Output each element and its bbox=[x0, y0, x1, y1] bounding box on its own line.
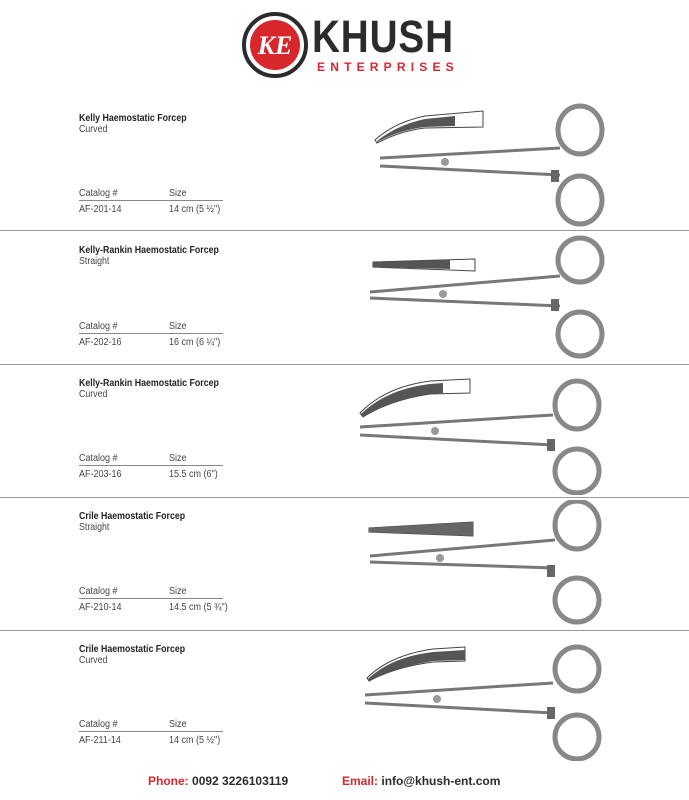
brand-name: KHUSH bbox=[312, 11, 454, 62]
forcep-curved-icon bbox=[355, 367, 615, 495]
email-label: Email: bbox=[342, 774, 379, 788]
catalog-number: AF-203-16 bbox=[79, 469, 122, 480]
catalog-number: AF-211-14 bbox=[79, 735, 121, 746]
product-name: Kelly Haemostatic Forcep bbox=[79, 113, 187, 124]
divider bbox=[79, 465, 223, 466]
size-value: 14.5 cm (5 ¾") bbox=[169, 602, 228, 613]
phone-label: Phone: bbox=[148, 774, 189, 788]
size-label: Size bbox=[169, 188, 187, 199]
forcep-curved-icon bbox=[355, 633, 615, 761]
product-entry bbox=[0, 364, 689, 498]
size-value: 14 cm (5 ½") bbox=[169, 735, 221, 746]
catalog-number: AF-201-14 bbox=[79, 204, 122, 215]
size-value: 15.5 cm (6") bbox=[169, 469, 218, 480]
divider bbox=[79, 200, 223, 201]
divider bbox=[79, 731, 223, 732]
size-label: Size bbox=[169, 453, 187, 464]
product-name: Kelly-Rankin Haemostatic Forcep bbox=[79, 245, 219, 256]
catalog-label: Catalog # bbox=[79, 188, 118, 199]
brand-logo-icon bbox=[242, 12, 308, 78]
footer-phone bbox=[148, 774, 288, 788]
email-link[interactable]: info@khush-ent.com bbox=[381, 774, 501, 788]
phone-number[interactable]: 0092 3226103119 bbox=[192, 774, 289, 788]
product-name: Kelly-Rankin Haemostatic Forcep bbox=[79, 378, 219, 389]
product-name: Crile Haemostatic Forcep bbox=[79, 644, 186, 655]
size-value: 16 cm (6 ¼") bbox=[169, 337, 221, 348]
product-variant: Straight bbox=[79, 522, 110, 533]
product-variant: Curved bbox=[79, 124, 108, 135]
product-name: Crile Haemostatic Forcep bbox=[79, 511, 186, 522]
product-variant: Straight bbox=[79, 256, 110, 267]
product-entry bbox=[0, 497, 689, 631]
divider bbox=[79, 598, 223, 599]
forcep-straight-icon bbox=[355, 234, 615, 362]
size-label: Size bbox=[169, 586, 187, 597]
product-variant: Curved bbox=[79, 655, 108, 666]
brand-tagline: ENTERPRISES bbox=[317, 60, 459, 74]
header bbox=[0, 0, 689, 92]
brand-monogram: KE bbox=[257, 31, 293, 60]
catalog-label: Catalog # bbox=[79, 453, 118, 464]
divider bbox=[79, 333, 223, 334]
product-entry bbox=[0, 630, 689, 763]
catalog-label: Catalog # bbox=[79, 321, 118, 332]
size-value: 14 cm (5 ½") bbox=[169, 204, 221, 215]
product-entry bbox=[0, 231, 689, 365]
product-entry bbox=[0, 97, 689, 231]
catalog-label: Catalog # bbox=[79, 586, 118, 597]
footer bbox=[0, 774, 689, 792]
size-label: Size bbox=[169, 719, 187, 730]
catalog-label: Catalog # bbox=[79, 719, 118, 730]
size-label: Size bbox=[169, 321, 187, 332]
forcep-straight-icon bbox=[355, 500, 615, 628]
catalog-number: AF-202-16 bbox=[79, 337, 122, 348]
catalog-number: AF-210-14 bbox=[79, 602, 122, 613]
forcep-curved-icon bbox=[355, 100, 615, 228]
product-variant: Curved bbox=[79, 389, 108, 400]
footer-email bbox=[342, 774, 500, 788]
